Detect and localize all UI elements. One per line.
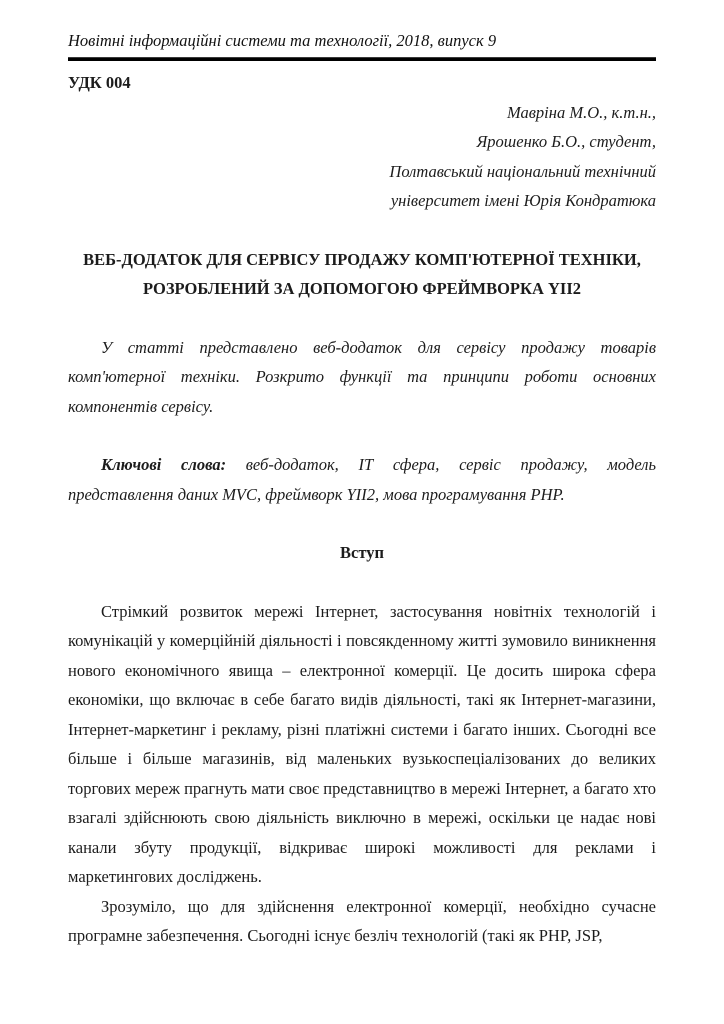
header-rule xyxy=(68,57,656,61)
author-line: Ярошенко Б.О., студент, xyxy=(476,132,656,151)
keywords-label: Ключові слова: xyxy=(101,455,227,474)
body-paragraph: Стрімкий розвиток мережі Інтернет, застосування новітніх технологій і комунікацій у комерційній діяльності і повсякденному житті зумовило виникнення нового економічного явища – електронної комерції. Це досить широка сфера економіки, що включає в себе багато видів діяльності, такі як Інтернет-магазини, Інтернет-маркетинг і рекламу, різні платіжні системи і багато інших. Сьогодні все більше і більше магазинів, від маленьких вузькоспеціалізованих до великих торгових мереж прагнуть мати своє представництво в мережі Інтернет, а багато хто взагалі здійснюють свою діяльність виключно в мережі, оскільки це надає нові канали збуту продукції, відкриває широкі можливості для реклами і маркетингових досліджень. xyxy=(68,601,656,886)
body-paragraph: Зрозуміло, що для здійснення електронної комерції, необхідно сучасне програмне забезпечення. Сьогодні існує безліч технологій (такі як PHP, JSP, xyxy=(68,896,656,945)
affiliation-line: Полтавський національний технічний xyxy=(389,161,656,181)
udc-code: УДК 004 xyxy=(68,73,131,92)
section-heading-intro: Вступ xyxy=(340,543,384,562)
authors-block xyxy=(68,98,656,216)
affiliation-line: університет імені Юрія Кондратюка xyxy=(390,191,656,210)
author-line: Мавріна М.О., к.т.н., xyxy=(507,102,656,122)
journal-header-line: Новітні інформаційні системи та технології, 2018, випуск 9 xyxy=(68,31,497,50)
keywords-text: веб-додаток, ІТ сфера, сервіс продажу, модель представлення даних MVC, фреймворк YII2, мова програмування PHP. xyxy=(68,455,657,504)
abstract-paragraph: У статті представлено веб-додаток для сервісу продажу товарів комп'ютерної техніки. Розкрито функції та принципи роботи основних компонентів сервісу. xyxy=(68,337,656,416)
paper-title: ВЕБ-ДОДАТОК ДЛЯ СЕРВІСУ ПРОДАЖУ КОМП'ЮТЕРНОЇ ТЕХНІКИ, РОЗРОБЛЕНИЙ ЗА ДОПОМОГОЮ ФРЕЙМВОРКА YII2 xyxy=(83,249,641,298)
keywords-paragraph xyxy=(68,450,656,509)
